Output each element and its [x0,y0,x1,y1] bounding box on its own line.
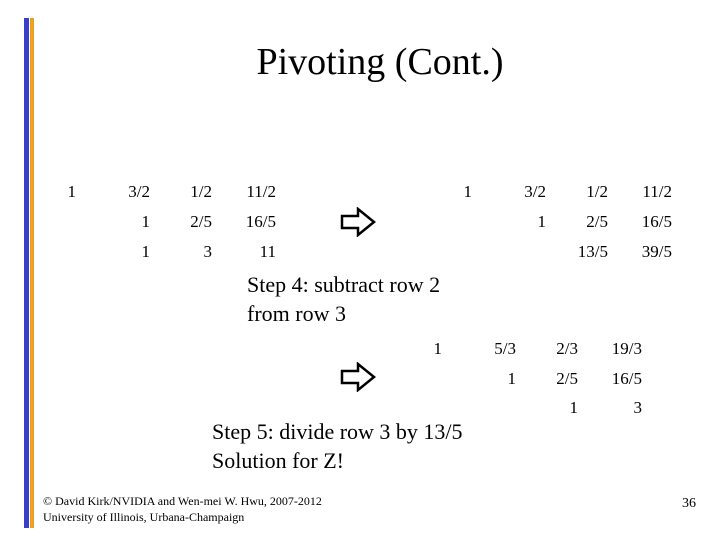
matrix-c-cell: 19/3 [611,339,642,358]
accent-bar-blue [24,18,29,528]
matrix-a-cell: 1 [141,212,150,231]
matrix-c-cell: 1 [569,398,578,417]
footer-copyright [43,493,322,525]
matrix-b-cell: 2/5 [586,212,608,231]
matrix-b-cell: 13/5 [577,242,608,261]
matrix-a-cell: 2/5 [190,212,212,231]
step5-text [212,417,463,475]
matrix-b-cell: 1 [537,212,546,231]
step5-line: Step 5: divide row 3 by 13/5 [212,419,463,444]
page-number: 36 [682,496,696,511]
matrix-a-cell: 11 [259,242,276,261]
matrix-b-cell: 1 [463,182,472,201]
matrix-a-cell: 1/2 [190,182,212,201]
matrix-b-cell: 16/5 [641,212,672,231]
matrix-a-cell: 3/2 [128,182,150,201]
slide-title: Pivoting (Cont.) [256,41,504,83]
right-arrow-icon [340,207,376,237]
matrix-a-cell: 16/5 [245,212,276,231]
matrix-c-cell: 2/5 [556,369,578,388]
matrix-c-cell: 5/3 [494,339,516,358]
matrix-b-cell: 11/2 [642,182,672,201]
matrix-a-cell: 1 [141,242,150,261]
step4-text [247,270,440,328]
matrix-c-cell: 1 [507,369,516,388]
footer-line: © David Kirk/NVIDIA and Wen-mei W. Hwu, 2007-2012 [43,494,322,508]
matrix-a-cell: 1 [67,182,76,201]
accent-bar-orange [30,18,34,528]
matrix-b-cell: 39/5 [641,242,672,261]
matrix-b-cell: 3/2 [524,182,546,201]
matrix-b-cell: 1/2 [586,182,608,201]
matrix-c-cell: 16/5 [611,369,642,388]
matrix-c-cell: 3 [633,398,642,417]
step4-line: from row 3 [247,301,346,326]
step5-line: Solution for Z! [212,448,344,473]
matrix-a-cell: 11/2 [246,182,276,201]
right-arrow-icon [340,362,376,392]
matrix-a-cell: 3 [203,242,212,261]
footer-line: University of Illinois, Urbana-Champaign [43,510,245,524]
matrix-c-cell: 1 [433,339,442,358]
matrix-c-cell: 2/3 [556,339,578,358]
step4-line: Step 4: subtract row 2 [247,272,441,297]
